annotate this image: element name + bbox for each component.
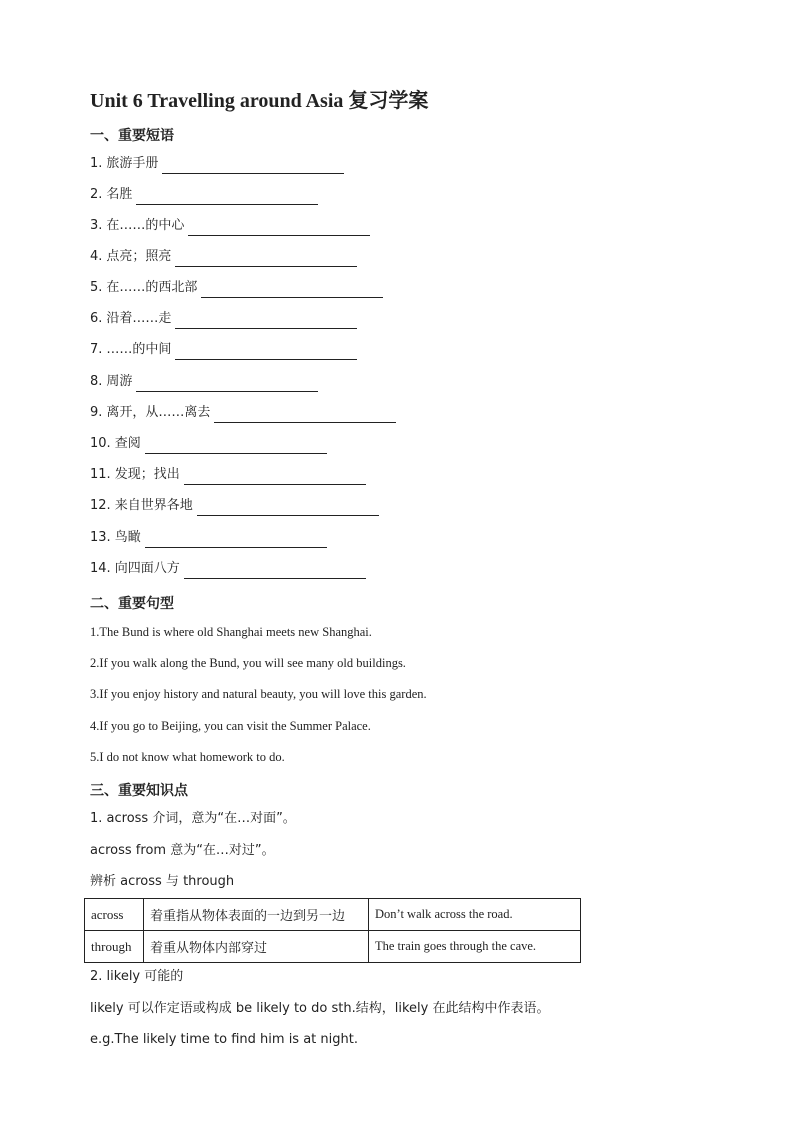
answer-blank[interactable] [145, 439, 327, 454]
item-text: 在……的西北部 [106, 280, 198, 295]
item-number: 5. [90, 280, 103, 295]
answer-blank[interactable] [201, 283, 383, 298]
item-number: 8. [90, 374, 103, 389]
table-cell-word: across [85, 899, 144, 931]
knowledge-point: 辨析 across 与 through [90, 874, 235, 889]
phrase-item [90, 216, 370, 236]
item-number: 13. [90, 530, 111, 545]
page-title: Unit 6 Travelling around Asia 复习学案 [90, 90, 429, 112]
table-cell-meaning: 着重从物体内部穿过 [144, 931, 369, 963]
item-text: 旅游手册 [106, 156, 159, 171]
section-heading-knowledge: 三、重要知识点 [90, 783, 188, 799]
sentence-item: 1.The Bund is where old Shanghai meets new Shanghai. [90, 625, 372, 639]
answer-blank[interactable] [136, 377, 318, 392]
table-cell-example: Don’t walk across the road. [369, 899, 581, 931]
item-number: 3. [90, 218, 103, 233]
answer-blank[interactable] [145, 533, 327, 548]
item-text: 点亮；照亮 [106, 249, 172, 264]
item-number: 10. [90, 436, 111, 451]
sentence-item: 4.If you go to Beijing, you can visit the Summer Palace. [90, 719, 371, 733]
section-heading-sentences: 二、重要句型 [90, 596, 174, 612]
knowledge-point: likely 可以作定语或构成 be likely to do sth.结构，likely 在此结构中作表语。 [90, 1001, 550, 1016]
example-sentence: e.g.The likely time to find him is at night. [90, 1032, 358, 1047]
item-text: 沿着……走 [106, 311, 172, 326]
item-number: 4. [90, 249, 103, 264]
item-number: 11. [90, 467, 111, 482]
item-number: 6. [90, 311, 103, 326]
answer-blank[interactable] [214, 408, 396, 423]
phrase-item [90, 278, 383, 298]
comparison-table [84, 898, 581, 963]
item-number: 12. [90, 498, 111, 513]
phrase-item [90, 434, 327, 454]
item-text: 查阅 [114, 436, 141, 451]
item-number: 1. [90, 156, 103, 171]
phrase-item [90, 154, 344, 174]
item-number: 9. [90, 405, 103, 420]
answer-blank[interactable] [197, 501, 379, 516]
answer-blank[interactable] [175, 252, 357, 267]
answer-blank[interactable] [184, 564, 366, 579]
sentence-item: 3.If you enjoy history and natural beauty, you will love this garden. [90, 687, 427, 701]
section-heading-phrases: 一、重要短语 [90, 128, 174, 144]
answer-blank[interactable] [184, 470, 366, 485]
item-number: 2. [90, 187, 103, 202]
table-cell-word: through [85, 931, 144, 963]
item-text: 名胜 [106, 187, 133, 202]
table-row [85, 931, 581, 963]
knowledge-point: across from 意为“在…对过”。 [90, 843, 275, 858]
item-text: 来自世界各地 [114, 498, 193, 513]
knowledge-point: 1. across 介词，意为“在…对面”。 [90, 811, 296, 826]
item-text: 鸟瞰 [114, 530, 141, 545]
answer-blank[interactable] [188, 221, 370, 236]
item-text: 周游 [106, 374, 133, 389]
table-cell-example: The train goes through the cave. [369, 931, 581, 963]
knowledge-point: 2. likely 可能的 [90, 969, 184, 984]
phrase-item [90, 559, 366, 579]
answer-blank[interactable] [175, 345, 357, 360]
table-row [85, 899, 581, 931]
item-number: 7. [90, 342, 103, 357]
phrase-item [90, 247, 357, 267]
item-text: 在……的中心 [106, 218, 185, 233]
phrase-item [90, 340, 357, 360]
sentence-item: 2.If you walk along the Bund, you will see many old buildings. [90, 656, 406, 670]
phrase-item [90, 403, 396, 423]
phrase-item [90, 309, 357, 329]
item-text: ……的中间 [106, 342, 172, 357]
phrase-item [90, 372, 318, 392]
item-text: 离开，从……离去 [106, 405, 211, 420]
answer-blank[interactable] [162, 159, 344, 174]
table-cell-meaning: 着重指从物体表面的一边到另一边 [144, 899, 369, 931]
phrase-item [90, 185, 318, 205]
answer-blank[interactable] [136, 190, 318, 205]
sentence-item: 5.I do not know what homework to do. [90, 750, 285, 764]
item-text: 向四面八方 [114, 561, 180, 576]
answer-blank[interactable] [175, 314, 357, 329]
item-text: 发现；找出 [114, 467, 180, 482]
phrase-item [90, 528, 327, 548]
phrase-item [90, 465, 366, 485]
item-number: 14. [90, 561, 111, 576]
phrase-item [90, 496, 379, 516]
